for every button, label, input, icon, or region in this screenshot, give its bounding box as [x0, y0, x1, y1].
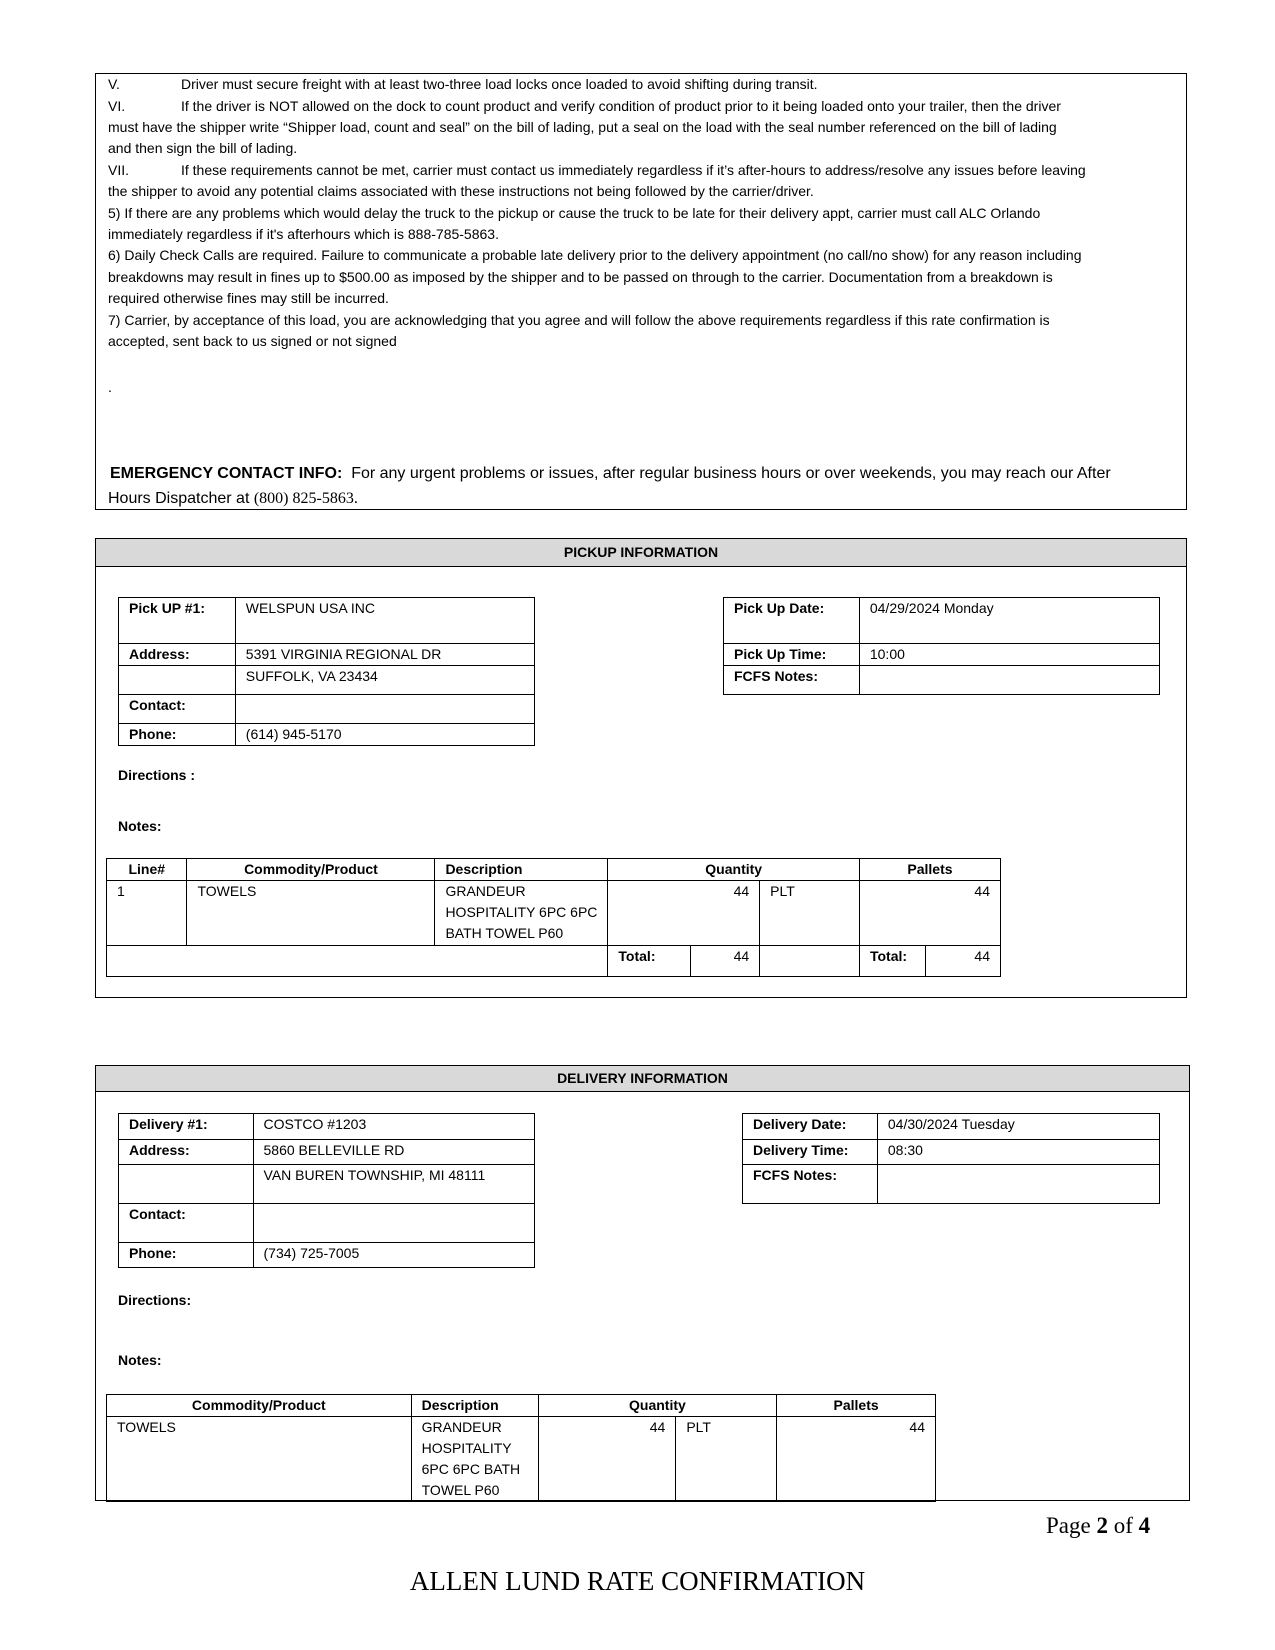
delivery-address-label: Address:: [119, 1140, 254, 1165]
delivery-date-table: [742, 1113, 1160, 1204]
pickup-phone-label: Phone:: [119, 724, 236, 746]
emergency-phone: (800) 825-5863: [253, 490, 354, 507]
cell-quantity: 44: [608, 881, 760, 946]
cell-quantity: 44: [538, 1417, 676, 1502]
col-header-pallets: Pallets: [777, 1395, 936, 1417]
pallets-total-value: 44: [925, 946, 1000, 977]
col-header-description: Description: [411, 1395, 538, 1417]
delivery-time-label: Delivery Time:: [743, 1140, 878, 1165]
delivery-address-spacer: [119, 1165, 254, 1204]
pickup-contact-value: [235, 695, 534, 724]
delivery-address-line-2: VAN BUREN TOWNSHIP, MI 48111: [253, 1165, 534, 1204]
cell-line: 1: [107, 881, 187, 946]
pickup-phone-value: (614) 945-5170: [235, 724, 534, 746]
pickup-notes-label: Notes:: [118, 818, 162, 834]
term-vi-number: VI.: [108, 98, 126, 114]
col-header-pallets: Pallets: [859, 859, 1000, 881]
delivery-commodity-table: [106, 1394, 936, 1502]
description-line: 6PC 6PC BATH: [421, 1461, 521, 1477]
term-vi-line: must have the shipper write “Shipper load, count and seal” on the bill of lading, put a seal on the load with the seal number referenced on the bill of lading: [108, 119, 1057, 135]
delivery-fcfs-value: [877, 1165, 1159, 1204]
pickup-header: PICKUP INFORMATION: [96, 539, 1186, 567]
pickup-number-value: WELSPUN USA INC: [235, 598, 534, 644]
table-row: [107, 881, 1001, 946]
pickup-address-spacer: [119, 666, 236, 695]
pickup-fcfs-label: FCFS Notes:: [724, 666, 860, 695]
pickup-time-value: 10:00: [859, 644, 1159, 666]
delivery-contact-value: [253, 1204, 534, 1243]
total-spacer: [107, 946, 608, 977]
cell-unit: PLT: [676, 1417, 777, 1502]
cell-pallets: 44: [777, 1417, 936, 1502]
delivery-phone-label: Phone:: [119, 1243, 254, 1268]
term-5-line: immediately regardless if it's afterhours which is 888-785-5863.: [108, 226, 499, 242]
delivery-fcfs-label: FCFS Notes:: [743, 1165, 878, 1204]
pickup-commodity-table: [106, 858, 1001, 977]
term-vi-line: and then sign the bill of lading.: [108, 140, 298, 156]
col-header-commodity: Commodity/Product: [107, 1395, 412, 1417]
pickup-number-label: Pick UP #1:: [119, 598, 236, 644]
emergency-end: .: [353, 490, 358, 507]
delivery-notes-label: Notes:: [118, 1352, 162, 1368]
delivery-header: DELIVERY INFORMATION: [96, 1066, 1189, 1092]
cell-unit: PLT: [760, 881, 860, 946]
emergency-text: For any urgent problems or issues, after regular business hours or over weekends, you may reach our After: [351, 465, 1111, 482]
pallets-total-label: Total:: [859, 946, 925, 977]
pickup-date-label: Pick Up Date:: [724, 598, 860, 644]
pickup-fcfs-value: [859, 666, 1159, 695]
description-line: GRANDEUR: [445, 883, 526, 899]
delivery-directions-label: Directions:: [118, 1292, 192, 1308]
delivery-date-label: Delivery Date:: [743, 1114, 878, 1140]
description-line: HOSPITALITY: [421, 1440, 512, 1456]
quantity-total-value: 44: [690, 946, 759, 977]
term-6-line: required otherwise fines may still be incurred.: [108, 290, 389, 306]
term-v-number: V.: [108, 76, 120, 92]
cell-commodity: TOWELS: [187, 881, 435, 946]
page-current: 2: [1096, 1513, 1108, 1538]
total-unit-spacer: [760, 946, 860, 977]
pickup-address-line-2: SUFFOLK, VA 23434: [235, 666, 534, 695]
page-prefix: Page: [1046, 1513, 1091, 1538]
term-vii-number: VII.: [108, 162, 130, 178]
document-title: ALLEN LUND RATE CONFIRMATION: [409, 1566, 866, 1596]
page-total: 4: [1138, 1513, 1151, 1538]
col-header-commodity: Commodity/Product: [187, 859, 435, 881]
delivery-time-value: 08:30: [877, 1140, 1159, 1165]
page-of: of: [1113, 1513, 1133, 1538]
terms-dot: .: [108, 379, 112, 395]
pickup-info-table: [118, 597, 535, 746]
description-line: TOWEL P60: [421, 1482, 500, 1498]
col-header-line: Line#: [107, 859, 187, 881]
term-6-line: breakdowns may result in fines up to $500.00 as imposed by the shipper and to be passed on through to the carrier. Documentation from a breakdown is: [108, 269, 1053, 285]
pickup-address-line-1: 5391 VIRGINIA REGIONAL DR: [235, 644, 534, 666]
emergency-label: EMERGENCY CONTACT INFO:: [110, 465, 343, 482]
term-vii-line: the shipper to avoid any potential claims associated with these instructions not being followed by the carrier/driver.: [108, 183, 814, 199]
page-number: [1046, 1512, 1150, 1540]
delivery-address-line-1: 5860 BELLEVILLE RD: [253, 1140, 534, 1165]
term-6-line: 6) Daily Check Calls are required. Failure to communicate a probable late delivery prior to the delivery appointment (no call/no show) for any reason including: [108, 247, 1082, 263]
emergency-line-2: [108, 487, 358, 511]
emergency-text: Hours Dispatcher at: [108, 490, 250, 507]
table-total-row: [107, 946, 1001, 977]
col-header-quantity: Quantity: [538, 1395, 777, 1417]
delivery-contact-label: Contact:: [119, 1204, 254, 1243]
description-line: BATH TOWEL P60: [445, 925, 564, 941]
delivery-number-value: COSTCO #1203: [253, 1114, 534, 1140]
cell-description: [411, 1417, 538, 1502]
term-5-line: 5) If there are any problems which would delay the truck to the pickup or cause the truck to be late for their delivery appt, carrier must call ALC Orlando: [108, 205, 1041, 221]
col-header-quantity: Quantity: [608, 859, 860, 881]
cell-pallets: 44: [859, 881, 1000, 946]
pickup-time-label: Pick Up Time:: [724, 644, 860, 666]
pickup-directions-label: Directions :: [118, 767, 196, 783]
term-7-line: 7) Carrier, by acceptance of this load, you are acknowledging that you agree and will follow the above requirements regardless if this rate confirmation is: [108, 312, 1050, 328]
term-7-line: accepted, sent back to us signed or not signed: [108, 333, 397, 349]
term-vi-line: If the driver is NOT allowed on the dock to count product and verify condition of product prior to it being loaded onto your trailer, then the driver: [181, 98, 1061, 114]
table-row: [107, 1417, 936, 1502]
delivery-info-table: [118, 1113, 535, 1268]
delivery-number-label: Delivery #1:: [119, 1114, 254, 1140]
emergency-line: [110, 462, 1111, 486]
pickup-date-table: [723, 597, 1160, 695]
description-line: GRANDEUR: [421, 1419, 502, 1435]
term-vii-line: If these requirements cannot be met, carrier must contact us immediately regardless if it’s after-hours to address/resolve any issues before leaving: [181, 162, 1086, 178]
cell-description: [435, 881, 608, 946]
description-line: HOSPITALITY 6PC 6PC: [445, 904, 598, 920]
term-v-text: Driver must secure freight with at least two-three load locks once loaded to avoid shifting during transit.: [181, 76, 818, 92]
pickup-date-value: 04/29/2024 Monday: [859, 598, 1159, 644]
cell-commodity: TOWELS: [107, 1417, 412, 1502]
pickup-contact-label: Contact:: [119, 695, 236, 724]
delivery-phone-value: (734) 725-7005: [253, 1243, 534, 1268]
quantity-total-label: Total:: [608, 946, 690, 977]
delivery-date-value: 04/30/2024 Tuesday: [877, 1114, 1159, 1140]
pickup-address-label: Address:: [119, 644, 236, 666]
col-header-description: Description: [435, 859, 608, 881]
